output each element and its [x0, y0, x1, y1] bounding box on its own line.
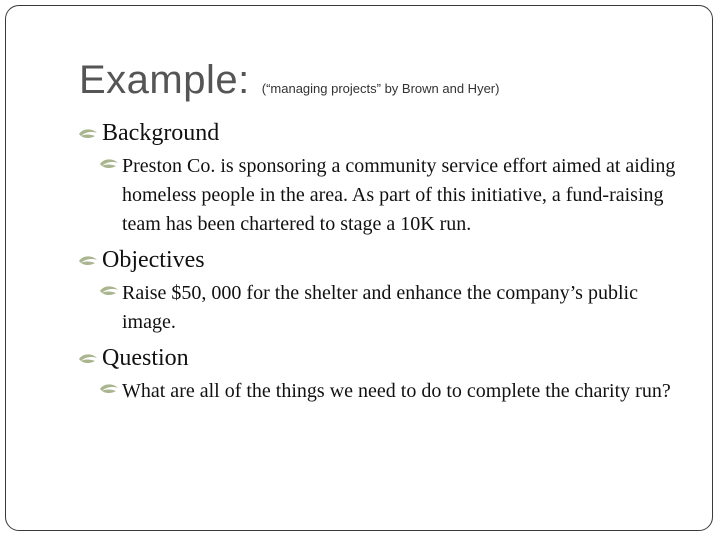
bullet-objectives-heading: [78, 245, 698, 275]
slide-title: Example:: [79, 58, 250, 102]
bullet-list: [78, 118, 698, 406]
bullet-body-text: What are all of the things we need to do to complete the charity run?: [122, 380, 671, 402]
leaf-bullet-icon: [78, 254, 98, 268]
bullet-objectives-text: [99, 279, 682, 337]
bullet-body-text: Raise $50, 000 for the shelter and enhance the company’s public image.: [122, 282, 638, 333]
bullet-question-text: [99, 377, 682, 406]
leaf-bullet-icon: [99, 382, 119, 396]
bullet-body-text: Preston Co. is sponsoring a community service effort aimed at aiding homeless people in the area. As part of this initiative, a fund-raising team has been chartered to stage a 10K run.: [122, 155, 676, 235]
leaf-bullet-icon: [99, 284, 119, 298]
leaf-bullet-icon: [78, 127, 98, 141]
bullet-heading-text: Question: [102, 345, 189, 371]
bullet-background-heading: [78, 118, 698, 148]
bullet-question-heading: [78, 343, 698, 373]
bullet-heading-text: Background: [102, 120, 220, 146]
leaf-bullet-icon: [99, 157, 119, 171]
slide-subtitle: (“managing projects” by Brown and Hyer): [261, 81, 500, 96]
leaf-bullet-icon: [78, 352, 98, 366]
slide-title-row: [79, 58, 499, 103]
bullet-background-text: [99, 152, 682, 239]
bullet-heading-text: Objectives: [102, 247, 205, 273]
